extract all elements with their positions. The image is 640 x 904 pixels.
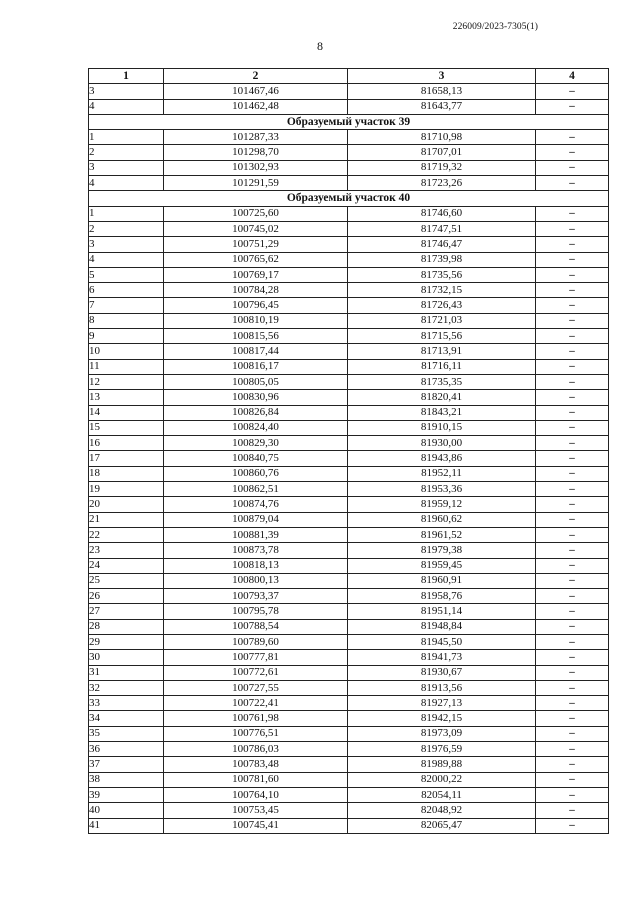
x-coordinate-cell: 100745,41 <box>164 818 348 833</box>
column-header: 2 <box>164 69 348 84</box>
note-cell: – <box>536 634 609 649</box>
x-coordinate-cell: 100781,60 <box>164 772 348 787</box>
y-coordinate-cell: 81658,13 <box>348 84 536 99</box>
note-cell: – <box>536 84 609 99</box>
point-number-cell: 19 <box>89 482 164 497</box>
point-number-cell: 33 <box>89 696 164 711</box>
note-cell: – <box>536 589 609 604</box>
table-row <box>89 267 609 282</box>
note-cell: – <box>536 99 609 114</box>
y-coordinate-cell: 81989,88 <box>348 757 536 772</box>
y-coordinate-cell: 81979,38 <box>348 543 536 558</box>
y-coordinate-cell: 81643,77 <box>348 99 536 114</box>
y-coordinate-cell: 81910,15 <box>348 420 536 435</box>
table-row <box>89 619 609 634</box>
x-coordinate-cell: 100722,41 <box>164 696 348 711</box>
note-cell: – <box>536 176 609 191</box>
y-coordinate-cell: 81943,86 <box>348 451 536 466</box>
table-row <box>89 726 609 741</box>
y-coordinate-cell: 81959,12 <box>348 497 536 512</box>
x-coordinate-cell: 100840,75 <box>164 451 348 466</box>
point-number-cell: 3 <box>89 84 164 99</box>
note-cell: – <box>536 482 609 497</box>
table-row <box>89 803 609 818</box>
note-cell: – <box>536 298 609 313</box>
note-cell: – <box>536 711 609 726</box>
note-cell: – <box>536 451 609 466</box>
note-cell: – <box>536 344 609 359</box>
x-coordinate-cell: 101287,33 <box>164 130 348 145</box>
note-cell: – <box>536 696 609 711</box>
y-coordinate-cell: 81732,15 <box>348 283 536 298</box>
table-row <box>89 466 609 481</box>
section-title-row <box>89 191 609 206</box>
x-coordinate-cell: 100761,98 <box>164 711 348 726</box>
point-number-cell: 6 <box>89 283 164 298</box>
column-header: 4 <box>536 69 609 84</box>
x-coordinate-cell: 100824,40 <box>164 420 348 435</box>
table-row <box>89 650 609 665</box>
x-coordinate-cell: 100784,28 <box>164 283 348 298</box>
x-coordinate-cell: 100796,45 <box>164 298 348 313</box>
table-body <box>89 84 609 834</box>
x-coordinate-cell: 100793,37 <box>164 589 348 604</box>
table-row <box>89 145 609 160</box>
note-cell: – <box>536 742 609 757</box>
x-coordinate-cell: 100745,02 <box>164 221 348 236</box>
y-coordinate-cell: 82000,22 <box>348 772 536 787</box>
note-cell: – <box>536 130 609 145</box>
point-number-cell: 2 <box>89 221 164 236</box>
point-number-cell: 21 <box>89 512 164 527</box>
x-coordinate-cell: 100874,76 <box>164 497 348 512</box>
table-row <box>89 237 609 252</box>
point-number-cell: 25 <box>89 573 164 588</box>
x-coordinate-cell: 100777,81 <box>164 650 348 665</box>
x-coordinate-cell: 100725,60 <box>164 206 348 221</box>
y-coordinate-cell: 81973,09 <box>348 726 536 741</box>
table-row <box>89 176 609 191</box>
point-number-cell: 40 <box>89 803 164 818</box>
point-number-cell: 10 <box>89 344 164 359</box>
table-row <box>89 298 609 313</box>
x-coordinate-cell: 100764,10 <box>164 787 348 802</box>
x-coordinate-cell: 100800,13 <box>164 573 348 588</box>
note-cell: – <box>536 650 609 665</box>
note-cell: – <box>536 329 609 344</box>
y-coordinate-cell: 82054,11 <box>348 787 536 802</box>
note-cell: – <box>536 267 609 282</box>
point-number-cell: 14 <box>89 405 164 420</box>
table-row <box>89 772 609 787</box>
point-number-cell: 35 <box>89 726 164 741</box>
y-coordinate-cell: 82065,47 <box>348 818 536 833</box>
table-row <box>89 543 609 558</box>
x-coordinate-cell: 101291,59 <box>164 176 348 191</box>
point-number-cell: 36 <box>89 742 164 757</box>
table-row <box>89 436 609 451</box>
y-coordinate-cell: 81715,56 <box>348 329 536 344</box>
table-row <box>89 604 609 619</box>
x-coordinate-cell: 100772,61 <box>164 665 348 680</box>
y-coordinate-cell: 81713,91 <box>348 344 536 359</box>
note-cell: – <box>536 405 609 420</box>
x-coordinate-cell: 100765,62 <box>164 252 348 267</box>
y-coordinate-cell: 81953,36 <box>348 482 536 497</box>
point-number-cell: 17 <box>89 451 164 466</box>
y-coordinate-cell: 81948,84 <box>348 619 536 634</box>
note-cell: – <box>536 619 609 634</box>
note-cell: – <box>536 145 609 160</box>
x-coordinate-cell: 100810,19 <box>164 313 348 328</box>
x-coordinate-cell: 100829,30 <box>164 436 348 451</box>
y-coordinate-cell: 81959,45 <box>348 558 536 573</box>
note-cell: – <box>536 604 609 619</box>
y-coordinate-cell: 81746,47 <box>348 237 536 252</box>
table-row <box>89 390 609 405</box>
point-number-cell: 5 <box>89 267 164 282</box>
table-row <box>89 665 609 680</box>
y-coordinate-cell: 81976,59 <box>348 742 536 757</box>
x-coordinate-cell: 100879,04 <box>164 512 348 527</box>
table-row <box>89 558 609 573</box>
y-coordinate-cell: 81735,35 <box>348 374 536 389</box>
note-cell: – <box>536 390 609 405</box>
point-number-cell: 12 <box>89 374 164 389</box>
table-row <box>89 313 609 328</box>
point-number-cell: 2 <box>89 145 164 160</box>
y-coordinate-cell: 81961,52 <box>348 527 536 542</box>
y-coordinate-cell: 81716,11 <box>348 359 536 374</box>
y-coordinate-cell: 81747,51 <box>348 221 536 236</box>
point-number-cell: 37 <box>89 757 164 772</box>
point-number-cell: 20 <box>89 497 164 512</box>
y-coordinate-cell: 81723,26 <box>348 176 536 191</box>
point-number-cell: 1 <box>89 130 164 145</box>
table-row <box>89 482 609 497</box>
table-row <box>89 221 609 236</box>
point-number-cell: 16 <box>89 436 164 451</box>
x-coordinate-cell: 100776,51 <box>164 726 348 741</box>
note-cell: – <box>536 206 609 221</box>
point-number-cell: 26 <box>89 589 164 604</box>
column-header: 1 <box>89 69 164 84</box>
table-row <box>89 818 609 833</box>
table-row <box>89 252 609 267</box>
point-number-cell: 1 <box>89 206 164 221</box>
note-cell: – <box>536 803 609 818</box>
point-number-cell: 7 <box>89 298 164 313</box>
note-cell: – <box>536 665 609 680</box>
y-coordinate-cell: 81958,76 <box>348 589 536 604</box>
x-coordinate-cell: 101302,93 <box>164 160 348 175</box>
table-row <box>89 589 609 604</box>
note-cell: – <box>536 252 609 267</box>
y-coordinate-cell: 81707,01 <box>348 145 536 160</box>
note-cell: – <box>536 787 609 802</box>
x-coordinate-cell: 100789,60 <box>164 634 348 649</box>
point-number-cell: 41 <box>89 818 164 833</box>
y-coordinate-cell: 81746,60 <box>348 206 536 221</box>
table-row <box>89 757 609 772</box>
point-number-cell: 30 <box>89 650 164 665</box>
point-number-cell: 4 <box>89 99 164 114</box>
table-row <box>89 99 609 114</box>
x-coordinate-cell: 101298,70 <box>164 145 348 160</box>
note-cell: – <box>536 512 609 527</box>
x-coordinate-cell: 100873,78 <box>164 543 348 558</box>
y-coordinate-cell: 81913,56 <box>348 680 536 695</box>
column-header: 3 <box>348 69 536 84</box>
section-title: Образуемый участок 40 <box>89 191 609 206</box>
table-row <box>89 329 609 344</box>
point-number-cell: 13 <box>89 390 164 405</box>
x-coordinate-cell: 100727,55 <box>164 680 348 695</box>
table-row <box>89 680 609 695</box>
y-coordinate-cell: 82048,92 <box>348 803 536 818</box>
note-cell: – <box>536 680 609 695</box>
note-cell: – <box>536 573 609 588</box>
note-cell: – <box>536 818 609 833</box>
y-coordinate-cell: 81726,43 <box>348 298 536 313</box>
y-coordinate-cell: 81942,15 <box>348 711 536 726</box>
x-coordinate-cell: 100860,76 <box>164 466 348 481</box>
x-coordinate-cell: 100783,48 <box>164 757 348 772</box>
note-cell: – <box>536 420 609 435</box>
y-coordinate-cell: 81930,67 <box>348 665 536 680</box>
point-number-cell: 39 <box>89 787 164 802</box>
x-coordinate-cell: 100862,51 <box>164 482 348 497</box>
point-number-cell: 22 <box>89 527 164 542</box>
section-title: Образуемый участок 39 <box>89 114 609 129</box>
point-number-cell: 32 <box>89 680 164 695</box>
table-row <box>89 420 609 435</box>
table-row <box>89 696 609 711</box>
table-header-row <box>89 69 609 84</box>
point-number-cell: 31 <box>89 665 164 680</box>
y-coordinate-cell: 81960,91 <box>348 573 536 588</box>
y-coordinate-cell: 81951,14 <box>348 604 536 619</box>
coordinates-table <box>88 68 609 834</box>
table-row <box>89 711 609 726</box>
table-row <box>89 451 609 466</box>
x-coordinate-cell: 100815,56 <box>164 329 348 344</box>
y-coordinate-cell: 81952,11 <box>348 466 536 481</box>
table-row <box>89 160 609 175</box>
note-cell: – <box>536 558 609 573</box>
x-coordinate-cell: 100826,84 <box>164 405 348 420</box>
note-cell: – <box>536 160 609 175</box>
point-number-cell: 4 <box>89 176 164 191</box>
y-coordinate-cell: 81721,03 <box>348 313 536 328</box>
point-number-cell: 11 <box>89 359 164 374</box>
note-cell: – <box>536 283 609 298</box>
note-cell: – <box>536 726 609 741</box>
y-coordinate-cell: 81927,13 <box>348 696 536 711</box>
y-coordinate-cell: 81739,98 <box>348 252 536 267</box>
x-coordinate-cell: 100805,05 <box>164 374 348 389</box>
table-row <box>89 742 609 757</box>
note-cell: – <box>536 497 609 512</box>
note-cell: – <box>536 757 609 772</box>
point-number-cell: 24 <box>89 558 164 573</box>
x-coordinate-cell: 101462,48 <box>164 99 348 114</box>
table-row <box>89 497 609 512</box>
y-coordinate-cell: 81710,98 <box>348 130 536 145</box>
note-cell: – <box>536 237 609 252</box>
x-coordinate-cell: 100751,29 <box>164 237 348 252</box>
section-title-row <box>89 114 609 129</box>
x-coordinate-cell: 100769,17 <box>164 267 348 282</box>
point-number-cell: 27 <box>89 604 164 619</box>
point-number-cell: 4 <box>89 252 164 267</box>
table-row <box>89 634 609 649</box>
x-coordinate-cell: 100786,03 <box>164 742 348 757</box>
y-coordinate-cell: 81960,62 <box>348 512 536 527</box>
document-number: 226009/2023-7305(1) <box>452 22 538 32</box>
table-row <box>89 405 609 420</box>
table-row <box>89 84 609 99</box>
point-number-cell: 28 <box>89 619 164 634</box>
note-cell: – <box>536 313 609 328</box>
table-row <box>89 206 609 221</box>
x-coordinate-cell: 100795,78 <box>164 604 348 619</box>
point-number-cell: 18 <box>89 466 164 481</box>
table-row <box>89 130 609 145</box>
table-row <box>89 283 609 298</box>
table-row <box>89 344 609 359</box>
point-number-cell: 8 <box>89 313 164 328</box>
x-coordinate-cell: 100830,96 <box>164 390 348 405</box>
note-cell: – <box>536 436 609 451</box>
table-row <box>89 512 609 527</box>
table-row <box>89 573 609 588</box>
y-coordinate-cell: 81735,56 <box>348 267 536 282</box>
note-cell: – <box>536 772 609 787</box>
x-coordinate-cell: 100881,39 <box>164 527 348 542</box>
table-row <box>89 787 609 802</box>
point-number-cell: 15 <box>89 420 164 435</box>
x-coordinate-cell: 100818,13 <box>164 558 348 573</box>
point-number-cell: 23 <box>89 543 164 558</box>
note-cell: – <box>536 221 609 236</box>
note-cell: – <box>536 543 609 558</box>
page-number: 8 <box>317 39 323 53</box>
point-number-cell: 29 <box>89 634 164 649</box>
table-row <box>89 527 609 542</box>
note-cell: – <box>536 359 609 374</box>
y-coordinate-cell: 81820,41 <box>348 390 536 405</box>
y-coordinate-cell: 81719,32 <box>348 160 536 175</box>
x-coordinate-cell: 100816,17 <box>164 359 348 374</box>
y-coordinate-cell: 81843,21 <box>348 405 536 420</box>
point-number-cell: 9 <box>89 329 164 344</box>
point-number-cell: 38 <box>89 772 164 787</box>
table-row <box>89 359 609 374</box>
x-coordinate-cell: 101467,46 <box>164 84 348 99</box>
x-coordinate-cell: 100817,44 <box>164 344 348 359</box>
y-coordinate-cell: 81930,00 <box>348 436 536 451</box>
y-coordinate-cell: 81941,73 <box>348 650 536 665</box>
point-number-cell: 34 <box>89 711 164 726</box>
x-coordinate-cell: 100753,45 <box>164 803 348 818</box>
point-number-cell: 3 <box>89 160 164 175</box>
note-cell: – <box>536 466 609 481</box>
x-coordinate-cell: 100788,54 <box>164 619 348 634</box>
y-coordinate-cell: 81945,50 <box>348 634 536 649</box>
point-number-cell: 3 <box>89 237 164 252</box>
table-row <box>89 374 609 389</box>
note-cell: – <box>536 374 609 389</box>
note-cell: – <box>536 527 609 542</box>
